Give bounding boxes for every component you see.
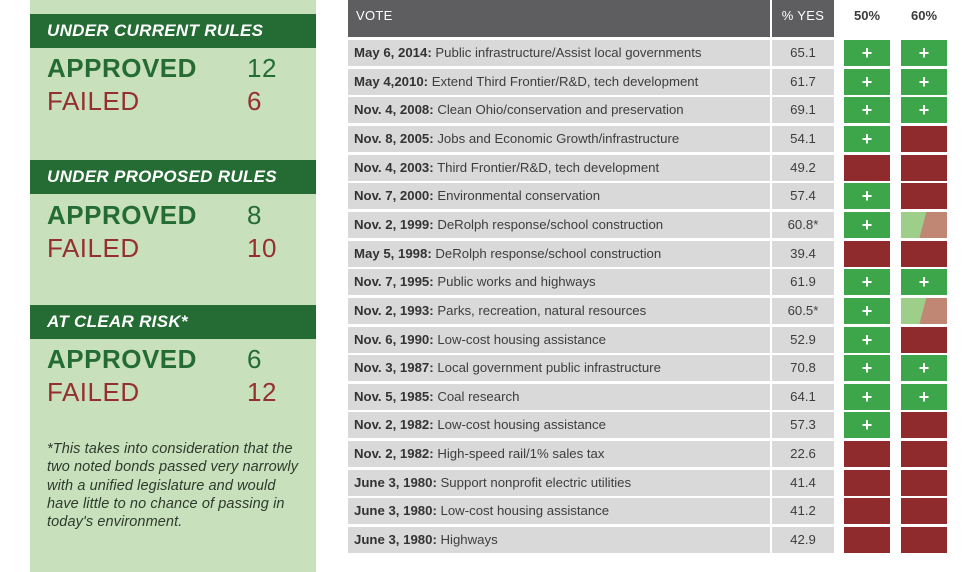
result-60-fail (901, 412, 947, 438)
result-50-pass (844, 269, 890, 295)
result-50-pass (844, 97, 890, 123)
vote-date: May 6, 2014: (354, 45, 432, 60)
partial-pass-wedge (901, 298, 947, 324)
failed-label: FAILED (47, 377, 140, 407)
failed-count: 6 (247, 86, 262, 116)
vote-cell (348, 527, 770, 553)
result-50-fail (844, 155, 890, 181)
result-50-pass (844, 412, 890, 438)
approved-label: APPROVED (47, 344, 197, 374)
vote-description: Low-cost housing assistance (440, 503, 610, 518)
plus-icon: + (918, 100, 930, 120)
result-60-pass (901, 384, 947, 410)
approved-stat (47, 343, 287, 375)
yes-percent-cell: 69.1 (772, 97, 834, 123)
footnote: *This takes into consideration that the two noted bonds passed very narrowly with a unified legislature and would have little to no chance of passing in today's environment. (47, 441, 299, 531)
result-60-pass (901, 97, 947, 123)
partial-pass-wedge (901, 212, 947, 238)
vote-date: Nov. 2, 1982: (354, 446, 434, 461)
failed-count: 10 (247, 233, 277, 263)
vote-cell (348, 155, 770, 181)
result-50-fail (844, 498, 890, 524)
vote-cell (348, 212, 770, 238)
plus-icon: + (861, 387, 873, 407)
yes-percent-cell: 39.4 (772, 241, 834, 267)
result-50-pass (844, 69, 890, 95)
result-60-pass (901, 40, 947, 66)
vote-date: Nov. 8, 2005: (354, 131, 434, 146)
vote-description: Public works and highways (437, 274, 596, 289)
result-50-pass (844, 355, 890, 381)
result-60-pass (901, 269, 947, 295)
result-60-fail (901, 155, 947, 181)
column-header-yes: % YES (772, 0, 834, 37)
yes-percent-cell: 42.9 (772, 527, 834, 553)
result-50-pass (844, 40, 890, 66)
failed-label: FAILED (47, 86, 140, 116)
yes-percent-cell: 70.8 (772, 355, 834, 381)
result-50-fail (844, 241, 890, 267)
result-50-fail (844, 441, 890, 467)
approved-stat (47, 199, 287, 231)
plus-icon: + (861, 358, 873, 378)
result-60-partial (901, 212, 947, 238)
vote-cell (348, 69, 770, 95)
vote-date: Nov. 7, 1995: (354, 274, 434, 289)
approved-label: APPROVED (47, 53, 197, 83)
vote-cell (348, 355, 770, 381)
vote-date: June 3, 1980: (354, 532, 437, 547)
vote-description: Clean Ohio/conservation and preservation (437, 102, 684, 117)
plus-icon: + (861, 272, 873, 292)
yes-percent-cell: 64.1 (772, 384, 834, 410)
plus-icon: + (861, 72, 873, 92)
yes-percent-cell: 49.2 (772, 155, 834, 181)
approved-count: 12 (247, 53, 277, 83)
failed-stat (47, 85, 287, 117)
result-60-pass (901, 69, 947, 95)
yes-percent-cell: 22.6 (772, 441, 834, 467)
column-header-vote: VOTE (348, 0, 770, 37)
vote-date: Nov. 4, 2003: (354, 160, 434, 175)
result-60-fail (901, 498, 947, 524)
vote-cell (348, 183, 770, 209)
result-50-pass (844, 126, 890, 152)
yes-percent-cell: 57.3 (772, 412, 834, 438)
plus-icon: + (918, 72, 930, 92)
plus-icon: + (861, 215, 873, 235)
panel-title: UNDER PROPOSED RULES (30, 160, 316, 194)
plus-icon: + (861, 43, 873, 63)
result-50-pass (844, 327, 890, 353)
vote-description: Extend Third Frontier/R&D, tech development (431, 74, 699, 89)
vote-cell (348, 40, 770, 66)
result-50-pass (844, 384, 890, 410)
failed-count: 12 (247, 377, 277, 407)
vote-cell (348, 441, 770, 467)
result-60-fail (901, 327, 947, 353)
result-60-fail (901, 527, 947, 553)
vote-description: DeRolph response/school construction (435, 246, 662, 261)
result-50-pass (844, 212, 890, 238)
approved-count: 6 (247, 344, 262, 374)
vote-cell (348, 327, 770, 353)
vote-date: Nov. 7, 2000: (354, 188, 434, 203)
column-header-50-percent: 50% (853, 8, 881, 23)
vote-date: Nov. 2, 1982: (354, 417, 434, 432)
yes-percent-cell: 60.8* (772, 212, 834, 238)
approved-label: APPROVED (47, 200, 197, 230)
plus-icon: + (861, 301, 873, 321)
result-60-fail (901, 441, 947, 467)
yes-percent-cell: 61.9 (772, 269, 834, 295)
plus-icon: + (861, 129, 873, 149)
panel-title: AT CLEAR RISK* (30, 305, 316, 339)
vote-cell (348, 412, 770, 438)
vote-description: High-speed rail/1% sales tax (437, 446, 605, 461)
plus-icon: + (918, 272, 930, 292)
panel-title: UNDER CURRENT RULES (30, 14, 316, 48)
yes-percent-cell: 57.4 (772, 183, 834, 209)
vote-date: May 4,2010: (354, 74, 429, 89)
vote-date: Nov. 5, 1985: (354, 389, 434, 404)
plus-icon: + (861, 100, 873, 120)
result-60-pass (901, 355, 947, 381)
vote-date: Nov. 2, 1993: (354, 303, 434, 318)
vote-description: Third Frontier/R&D, tech development (437, 160, 660, 175)
vote-description: Parks, recreation, natural resources (437, 303, 647, 318)
failed-stat (47, 232, 287, 264)
vote-cell (348, 498, 770, 524)
vote-description: Low-cost housing assistance (437, 417, 606, 432)
vote-cell (348, 384, 770, 410)
result-50-fail (844, 527, 890, 553)
vote-cell (348, 97, 770, 123)
vote-date: Nov. 6, 1990: (354, 332, 434, 347)
vote-date: Nov. 3, 1987: (354, 360, 434, 375)
bond-votes-table (348, 0, 948, 572)
vote-date: June 3, 1980: (354, 475, 437, 490)
vote-cell (348, 269, 770, 295)
approved-stat (47, 52, 287, 84)
result-60-fail (901, 183, 947, 209)
summary-sidebar (30, 0, 316, 572)
plus-icon: + (918, 387, 930, 407)
vote-date: Nov. 4, 2008: (354, 102, 434, 117)
result-50-fail (844, 470, 890, 496)
vote-description: Environmental conservation (437, 188, 601, 203)
failed-label: FAILED (47, 233, 140, 263)
yes-percent-cell: 41.2 (772, 498, 834, 524)
vote-description: Low-cost housing assistance (437, 332, 606, 347)
yes-percent-cell: 54.1 (772, 126, 834, 152)
yes-percent-cell: 65.1 (772, 40, 834, 66)
failed-stat (47, 376, 287, 408)
vote-description: DeRolph response/school construction (437, 217, 664, 232)
yes-percent-cell: 52.9 (772, 327, 834, 353)
vote-description: Jobs and Economic Growth/infrastructure (437, 131, 680, 146)
vote-cell (348, 298, 770, 324)
yes-percent-cell: 61.7 (772, 69, 834, 95)
result-60-fail (901, 470, 947, 496)
vote-description: Local government public infrastructure (437, 360, 661, 375)
vote-cell (348, 470, 770, 496)
column-header-60-percent: 60% (910, 8, 938, 23)
vote-date: Nov. 2, 1999: (354, 217, 434, 232)
plus-icon: + (861, 415, 873, 435)
vote-description: Coal research (437, 389, 520, 404)
plus-icon: + (918, 43, 930, 63)
result-50-pass (844, 298, 890, 324)
result-50-pass (844, 183, 890, 209)
yes-percent-cell: 60.5* (772, 298, 834, 324)
result-60-fail (901, 126, 947, 152)
result-60-fail (901, 241, 947, 267)
vote-description: Support nonprofit electric utilities (440, 475, 632, 490)
approved-count: 8 (247, 200, 262, 230)
yes-percent-cell: 41.4 (772, 470, 834, 496)
plus-icon: + (918, 358, 930, 378)
result-60-partial (901, 298, 947, 324)
vote-description: Public infrastructure/Assist local governments (435, 45, 702, 60)
plus-icon: + (861, 186, 873, 206)
vote-cell (348, 126, 770, 152)
vote-description: Highways (440, 532, 498, 547)
plus-icon: + (861, 330, 873, 350)
vote-date: May 5, 1998: (354, 246, 432, 261)
vote-cell (348, 241, 770, 267)
vote-date: June 3, 1980: (354, 503, 437, 518)
